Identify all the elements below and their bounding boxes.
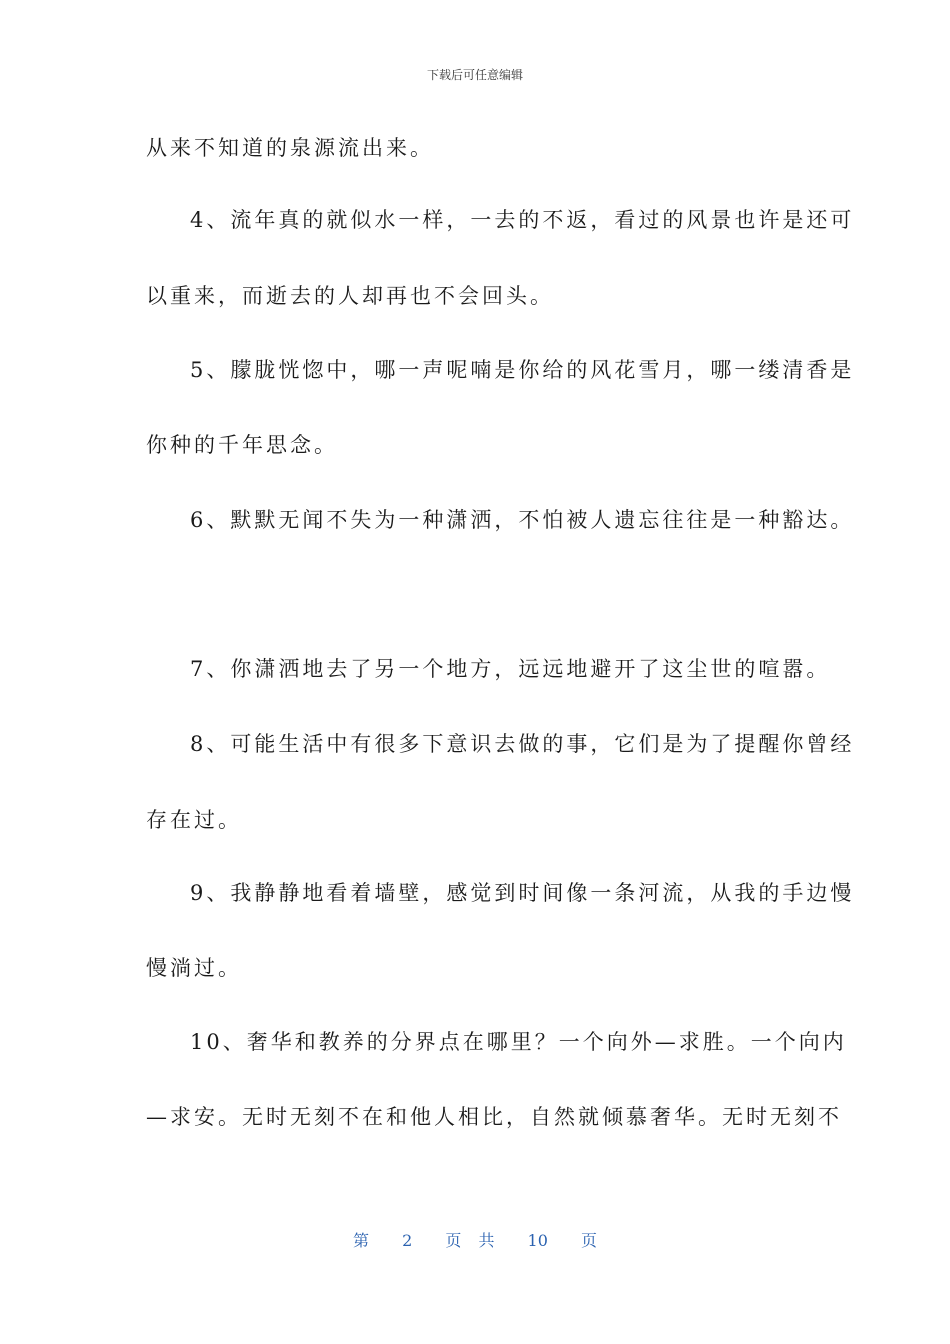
text-line: 9、我静静地看着墙壁，感觉到时间像一条河流，从我的手边慢 (190, 881, 855, 905)
text-line: 8、可能生活中有很多下意识去做的事，它们是为了提醒你曾经 (190, 732, 855, 756)
footer-mid: 页 共 (445, 1231, 495, 1250)
text-line: 慢淌过。 (146, 956, 242, 980)
text-line: 6、默默无闻不失为一种潇洒，不怕被人遗忘往往是一种豁达。 (190, 508, 855, 532)
text-line: —求安。无时无刻不在和他人相比，自然就倾慕奢华。无时无刻不 (146, 1105, 842, 1129)
text-line: 从来不知道的泉源流出来。 (146, 136, 434, 160)
page-header: 下载后可任意编辑 (426, 68, 523, 82)
text-line: 7、你潇洒地去了另一个地方，远远地避开了这尘世的喧嚣。 (190, 657, 831, 681)
text-line: 5、朦胧恍惚中，哪一声呢喃是你给的风花雪月，哪一缕清香是 (190, 358, 855, 382)
footer-page-number: 2 (402, 1231, 413, 1250)
footer-prefix: 第 (352, 1231, 369, 1250)
page-footer (0, 1228, 950, 1251)
text-line: 4、流年真的就似水一样，一去的不返，看过的风景也许是还可 (190, 208, 855, 232)
text-line: 你种的千年思念。 (146, 433, 338, 457)
footer-total-pages: 10 (527, 1231, 548, 1250)
text-line: 10、奢华和教养的分界点在哪里？一个向外—求胜。一个向内 (190, 1030, 847, 1054)
text-line: 以重来，而逝去的人却再也不会回头。 (146, 284, 554, 308)
text-line: 存在过。 (146, 808, 242, 832)
footer-suffix: 页 (581, 1231, 598, 1250)
